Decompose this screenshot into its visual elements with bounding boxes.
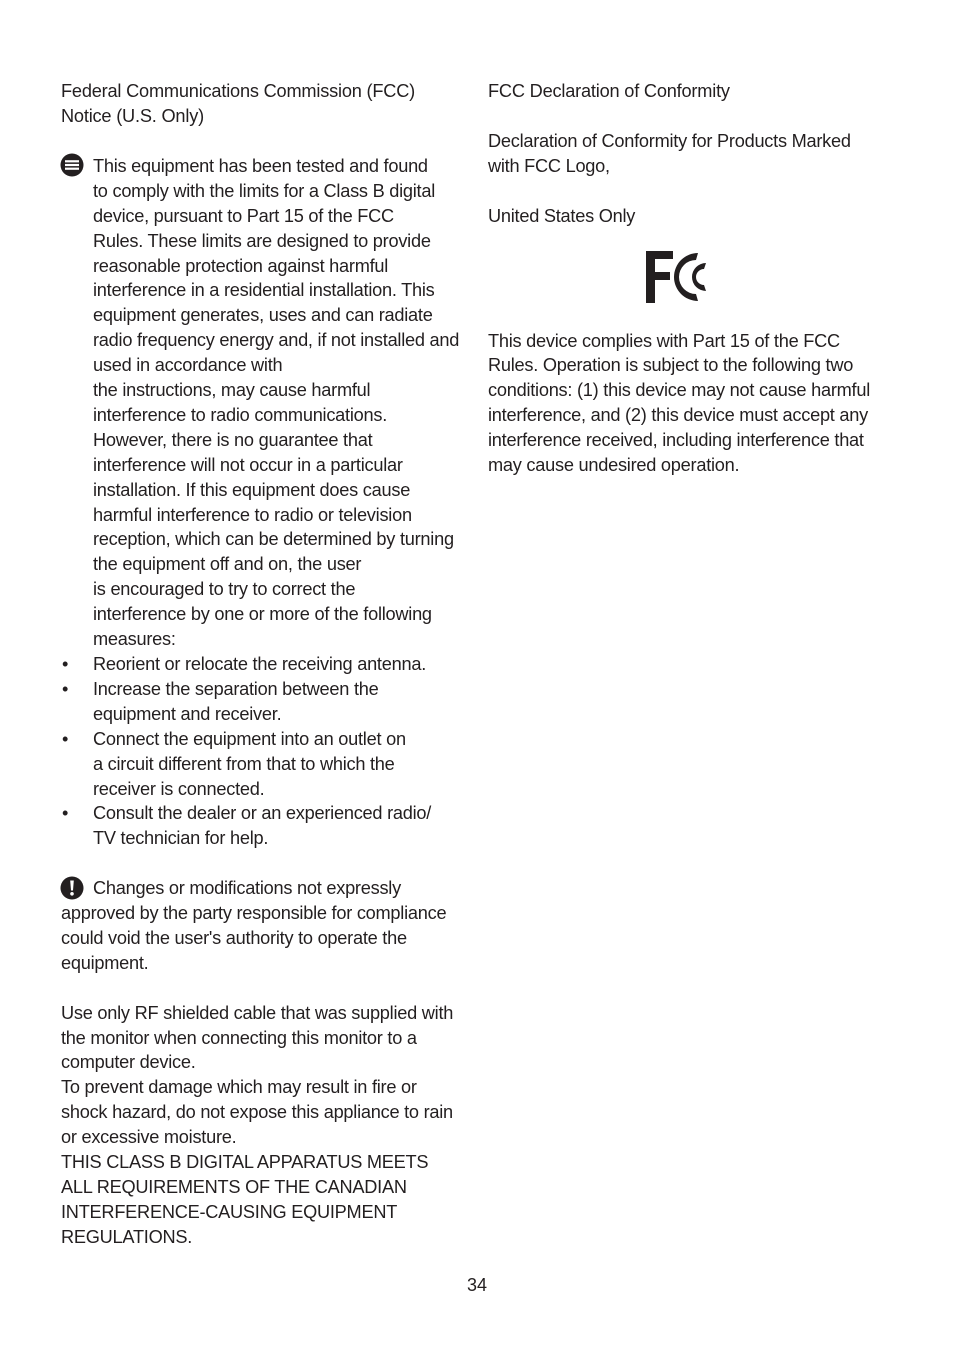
note-block: [61, 154, 471, 652]
note-line: installation. If this equipment does cause: [93, 479, 411, 500]
compliance-line: This device complies with Part 15 of the FCC: [488, 330, 840, 351]
note-line: interference in a residential installation. This: [93, 280, 435, 301]
rf-line: Use only RF shielded cable that was supplied with: [61, 1002, 454, 1023]
warning-line: approved by the party responsible for compliance: [61, 903, 447, 924]
rf-line: ALL REQUIREMENTS OF THE CANADIAN: [61, 1177, 407, 1198]
note-line: However, there is no guarantee that: [93, 429, 373, 450]
declaration-heading: FCC Declaration of Conformity: [488, 81, 730, 101]
list-item-line: equipment and receiver.: [93, 703, 282, 724]
note-line: used in accordance with: [93, 355, 283, 376]
rf-line: To prevent damage which may result in fire or: [61, 1077, 417, 1098]
rf-line: INTERFERENCE-CAUSING EQUIPMENT: [61, 1201, 398, 1222]
list-item-line: a circuit different from that to which the: [93, 753, 395, 774]
rf-line: THIS CLASS B DIGITAL APPARATUS MEETS: [61, 1152, 429, 1173]
note-line: radio frequency energy and, if not installed and: [93, 330, 460, 351]
list-item: [61, 652, 471, 677]
note-line: device, pursuant to Part 15 of the FCC: [93, 205, 394, 226]
note-line: harmful interference to radio or television: [93, 504, 412, 525]
bullet-marker: •: [62, 803, 69, 824]
compliance-text: [488, 329, 888, 478]
fcc-logo: [646, 249, 726, 305]
note-line: reception, which can be determined by turning: [93, 529, 454, 550]
note-line: is encouraged to try to correct the: [93, 579, 356, 600]
list-item: [61, 801, 471, 851]
rf-line: REGULATIONS.: [61, 1226, 193, 1247]
note-line: reasonable protection against harmful: [93, 255, 389, 276]
note-line: Rules. These limits are designed to provide: [93, 230, 431, 251]
compliance-line: interference received, including interference that: [488, 430, 864, 451]
warning-line: could void the user's authority to operate the: [61, 927, 407, 948]
warning-line: equipment.: [61, 952, 149, 973]
bullet-marker: •: [62, 728, 69, 749]
list-item-line: Connect the equipment into an outlet on: [93, 728, 406, 749]
page-number: 34: [466, 1275, 488, 1295]
note-line: equipment generates, uses and can radiate: [93, 305, 433, 326]
note-line: measures:: [93, 629, 176, 650]
compliance-line: may cause undesired operation.: [488, 455, 740, 476]
rf-cable-text: [61, 1001, 471, 1250]
list-item-line: Consult the dealer or an experienced radio/: [93, 803, 432, 824]
rf-line: computer device.: [61, 1052, 196, 1073]
declaration-text: Declaration of Conformity for Products Marked with FCC Logo,: [488, 130, 851, 176]
compliance-line: interference, and (2) this device must accept any: [488, 405, 868, 426]
list-item-line: Increase the separation between the: [93, 678, 379, 699]
bullet-marker: •: [62, 654, 69, 675]
note-line: the instructions, may cause harmful: [93, 380, 371, 401]
rf-line: the monitor when connecting this monitor to a: [61, 1027, 417, 1048]
list-item-line: TV technician for help.: [93, 828, 269, 849]
compliance-line: conditions: (1) this device may not cause harmful: [488, 380, 870, 401]
note-line: interference will not occur in a particular: [93, 454, 403, 475]
note-text: [61, 154, 471, 652]
note-line: This equipment has been tested and found: [93, 155, 428, 176]
fcc-logo-text: FC: [646, 248, 648, 250]
right-column: [488, 79, 888, 478]
note-line: interference by one or more of the following: [93, 604, 432, 625]
warning-line: Changes or modifications not expressly: [93, 878, 401, 899]
list-item: [61, 677, 471, 727]
warning-icon: [60, 876, 84, 900]
warning-text: [61, 876, 471, 976]
list-item-line: Reorient or relocate the receiving antenna.: [93, 654, 427, 675]
list-item: [61, 727, 471, 802]
warning-block: [61, 876, 471, 976]
left-column: [61, 79, 471, 1250]
compliance-line: Rules. Operation is subject to the following two: [488, 355, 854, 376]
note-line: to comply with the limits for a Class B digital: [93, 180, 436, 201]
rf-line: or excessive moisture.: [61, 1127, 237, 1148]
measures-list: [61, 652, 471, 851]
list-item-line: receiver is connected.: [93, 778, 265, 799]
note-icon: [60, 153, 84, 177]
note-line: the equipment off and on, the user: [93, 554, 362, 575]
region-text: United States Only: [488, 205, 636, 226]
fcc-notice-heading: Federal Communications Commission (FCC) Notice (U.S. Only): [61, 81, 416, 126]
note-line: interference to radio communications.: [93, 404, 388, 425]
rf-line: shock hazard, do not expose this appliance to rain: [61, 1102, 453, 1123]
bullet-marker: •: [62, 678, 69, 699]
